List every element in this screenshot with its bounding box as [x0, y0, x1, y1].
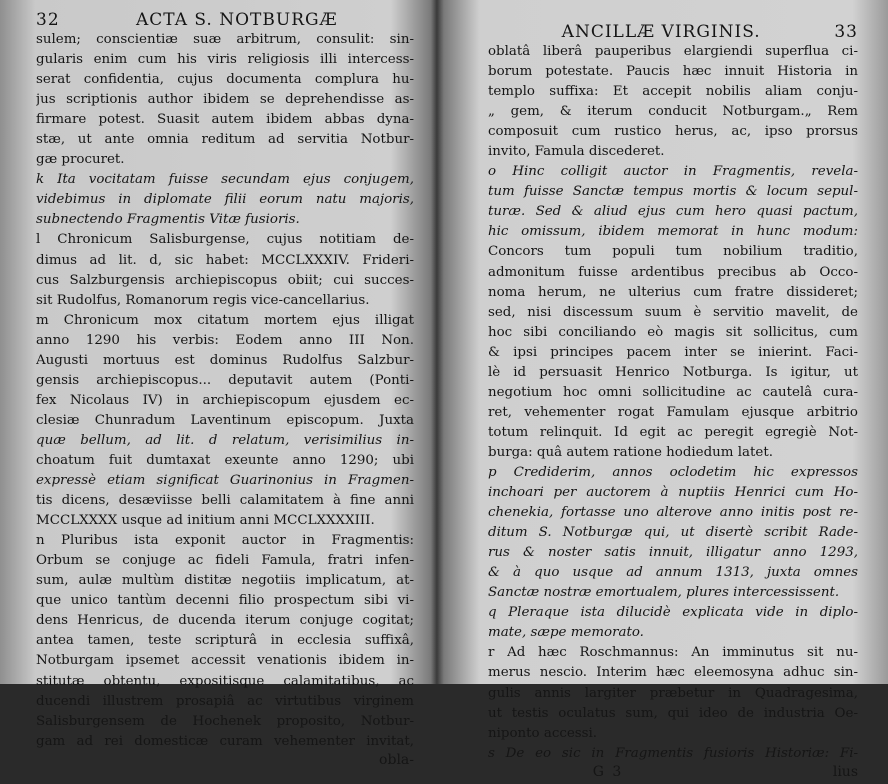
text-line: n Pluribus ista exponit auctor in Fragmentis:: [36, 533, 414, 549]
text-line: invito, Famula discederet.: [488, 144, 665, 160]
text-line: dens Henricus, de ducenda iterum conjuge cogitat;: [36, 613, 414, 629]
text-line: gularis enim cum his viris religiosis illi intercess-: [36, 52, 414, 68]
right-page-footer: [488, 764, 858, 784]
left-page: [0, 0, 430, 768]
text-line: subnectendo Fragmentis Vitæ fusioris.: [36, 212, 300, 228]
right-catchword: lius: [832, 763, 858, 780]
text-line: Salisburgensem de Hochenek proposito, Notbur-: [36, 713, 414, 729]
text-line: negotium hoc omni sollicitudine ac cautelâ cura-: [488, 384, 858, 400]
text-line: clesiæ Chunradum Laventinum episcopum. Juxta: [36, 412, 414, 428]
text-line: admonitum fuisse ardentibus precibus ab Occo-: [488, 264, 858, 280]
text-line: m Chronicum mox citatum mortem ejus illigat: [36, 312, 414, 328]
text-line: Sanctæ nostræ emortualem, plures intercessissent.: [488, 585, 840, 601]
text-line: ut testis oculatus sum, qui ideo de industria Oe-: [488, 705, 858, 721]
text-line: Orbum se conjuge ac fideli Famula, fratri infen-: [36, 553, 414, 569]
left-running-title: ACTA S. NOTBURGÆ: [136, 10, 338, 30]
text-line: gæ procuret.: [36, 152, 125, 168]
text-line: firmare potest. Suasit autem ibidem abbas dyna-: [36, 112, 414, 128]
text-line: ditum S. Notburgæ qui, ut disertè scribit Rade-: [488, 525, 858, 541]
text-line: anno 1290 his verbis: Eodem anno III Non.: [36, 332, 414, 348]
right-page: [448, 0, 888, 780]
text-line: gam ad rei domesticæ curam vehementer invitat,: [36, 733, 414, 749]
text-line: antea tamen, teste scripturâ in ecclesia suffixâ,: [36, 633, 414, 649]
text-line: burga: quâ autem ratione hodiedum latet.: [488, 444, 773, 460]
text-line: hoc sibi conciliando eò magis sit sollicitus, cum: [488, 324, 858, 340]
text-line: & à quo usque ad annum 1313, juxta omnes: [488, 565, 858, 581]
text-line: totum relinquit. Id egit ac peregit egregiè Not-: [488, 424, 858, 440]
text-line: sulem; conscientiæ suæ arbitrum, consulit: sin-: [36, 32, 414, 47]
text-line: noma herum, ne ulterius cum fratre dissideret;: [488, 284, 858, 300]
text-line: sit Rudolfus, Romanorum regis vice-cancellarius.: [36, 292, 370, 308]
text-line: dimus ad lit. d, sic habet: MCCLXXXIV. Frideri-: [36, 252, 414, 268]
right-page-body: [488, 42, 858, 764]
text-line: o Hinc colligit auctor in Fragmentis, revela-: [488, 164, 858, 180]
text-line: sed, nisi discessum suum è servitio mavelit, de: [488, 304, 858, 320]
text-line: choatum fuit dumtaxat exeunte anno 1290; ubi: [36, 452, 414, 468]
text-line: templo suffixa: Et accepit nobilis aliam conju-: [488, 84, 858, 100]
signature-mark: G 3: [592, 763, 624, 780]
right-page-number: 33: [834, 22, 858, 42]
left-page-body: [36, 30, 414, 752]
text-line: l Chronicum Salisburgense, cujus notitiam de-: [36, 232, 414, 248]
left-page-number: 32: [36, 10, 60, 30]
text-line: rus & noster satis innuit, illigatur anno 1293,: [488, 545, 858, 561]
text-line: Augusti mortuus est dominus Rudolfus Salzbur-: [36, 352, 414, 368]
text-line: jus scriptionis author ibidem se deprehendisse as-: [36, 92, 414, 108]
text-line: & ipsi principes pacem inter se inierint. Faci-: [488, 344, 858, 360]
text-line: expressè etiam significat Guarinonius in Fragmen-: [36, 473, 414, 489]
text-line: tis dicens, desæviisse belli calamitatem à fine anni: [36, 493, 414, 509]
text-line: niponto accessi.: [488, 725, 598, 741]
text-line: ducendi illustrem prosapiâ ac virtutibus virginem: [36, 693, 414, 709]
text-line: stitutæ obtentu, expositisque calamitatibus, ac: [36, 673, 414, 689]
text-line: composuit cum rustico herus, ac, ipso prorsus: [488, 124, 858, 140]
text-line: videbimus in diplomate filii eorum natu majoris,: [36, 192, 414, 208]
text-line: cus Salzburgensis archiepiscopus obiit; cui succes-: [36, 272, 414, 288]
text-line: sum, aulæ multùm distitæ negotiis implicatum, at-: [36, 573, 414, 589]
text-line: hic omissum, ibidem memorat in hunc modum:: [488, 224, 858, 240]
text-line: mate, sæpe memorato.: [488, 625, 644, 641]
text-line: Notburgam ipsemet accessit venationis ibidem in-: [36, 653, 414, 669]
text-line: Concors tum populi tum nobilium traditio,: [488, 244, 858, 260]
text-line: r Ad hæc Roschmannus: An imminutus sit nu-: [488, 645, 858, 661]
text-line: stæ, ut ante omnia reditum ad servitia Notbur-: [36, 132, 414, 148]
text-line: que unico tantùm decenni filio prospectum sibi vi-: [36, 593, 414, 609]
left-running-head: [36, 10, 414, 30]
text-line: merus nescio. Interim hæc eleemosyna adhuc sin-: [488, 665, 858, 681]
left-page-footer: [36, 752, 414, 772]
text-line: ret, vehementer rogat Famulam ejusque arbitrio: [488, 404, 858, 420]
text-line: gulis annis largiter præbetur in Quadragesima,: [488, 685, 858, 701]
left-catchword: obla-: [379, 751, 414, 768]
right-running-head: [488, 22, 858, 42]
text-line: borum potestate. Paucis hæc innuit Historia in: [488, 64, 858, 80]
text-line: turæ. Sed & aliud ejus cum hero quasi pactum,: [488, 204, 858, 220]
text-line: k Ita vocitatam fuisse secundam ejus conjugem,: [36, 172, 414, 188]
text-line: gensis archiepiscopus... deputavit autem (Ponti-: [36, 372, 414, 388]
text-line: s De eo sic in Fragmentis fusioris Historiæ: Fi-: [488, 745, 858, 761]
text-line: MCCLXXXX usque ad initium anni MCCLXXXXIII.: [36, 513, 375, 529]
text-line: „ gem, & iterum conducit Notburgam.„ Rem: [488, 104, 858, 120]
right-running-title: ANCILLÆ VIRGINIS.: [561, 22, 761, 42]
text-line: fex Nicolaus IV) in archiepiscopum ejusdem ec-: [36, 392, 414, 408]
text-line: serat confidentia, cujus documenta complura hu-: [36, 72, 414, 88]
text-line: tum fuisse Sanctæ tempus mortis & locum sepul-: [488, 184, 858, 200]
text-line: p Crediderim, annos oclodetim hic expressos: [488, 464, 858, 480]
text-line: oblatâ liberâ pauperibus elargiendi superflua ci-: [488, 44, 858, 59]
text-line: q Pleraque ista dilucidè explicata vide in diplo-: [488, 605, 858, 621]
text-line: quæ bellum, ad lit. d relatum, verisimilius in-: [36, 432, 414, 448]
text-line: chenekia, fortasse uno alterove anno initis post re-: [488, 505, 858, 521]
text-line: lè id persuasit Henrico Notburga. Is igitur, ut: [488, 364, 858, 380]
text-line: inchoari per auctorem à nuptiis Henrici cum Ho-: [488, 485, 858, 501]
